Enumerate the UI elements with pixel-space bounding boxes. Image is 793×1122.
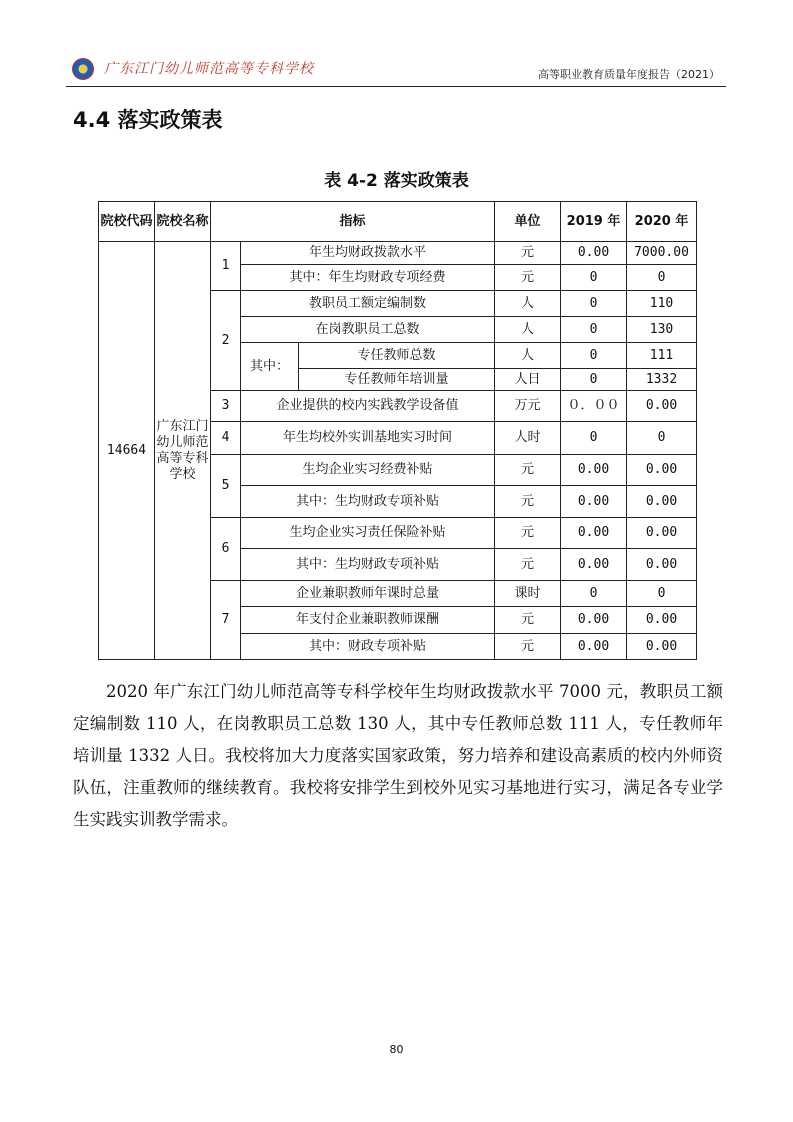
value-2020-cell: 0.00 bbox=[627, 549, 697, 581]
header-indicator: 指标 bbox=[211, 202, 495, 242]
value-2019-cell: 0.00 bbox=[561, 486, 627, 518]
unit-cell: 人时 bbox=[495, 422, 561, 455]
school-logo-icon bbox=[72, 58, 94, 80]
value-2020-cell: 0 bbox=[627, 581, 697, 607]
value-2019-cell: 0.00 bbox=[561, 607, 627, 634]
unit-cell: 元 bbox=[495, 455, 561, 486]
section-title: 4.4 落实政策表 bbox=[73, 108, 223, 132]
value-2019-cell: 0.00 bbox=[561, 518, 627, 549]
group-number-cell: 6 bbox=[211, 518, 241, 581]
value-2020-cell: 1332 bbox=[627, 369, 697, 391]
policy-table-body bbox=[99, 242, 697, 660]
page-header bbox=[66, 52, 726, 87]
unit-cell: 人日 bbox=[495, 369, 561, 391]
page-number: 80 bbox=[389, 1043, 404, 1056]
value-2020-cell: 0.00 bbox=[627, 634, 697, 660]
value-2019-cell: 0 bbox=[561, 265, 627, 291]
indicator-cell: 企业兼职教师年课时总量 bbox=[241, 581, 495, 607]
school-code-cell: 14664 bbox=[99, 242, 155, 660]
group-number-cell: 2 bbox=[211, 291, 241, 391]
value-2019-cell: ０．００ bbox=[561, 391, 627, 422]
unit-cell: 人 bbox=[495, 291, 561, 317]
indicator-cell: 其中：年生均财政专项经费 bbox=[241, 265, 495, 291]
indicator-cell: 其中：生均财政专项补贴 bbox=[241, 486, 495, 518]
unit-cell: 元 bbox=[495, 265, 561, 291]
header-2019: 2019 年 bbox=[561, 202, 627, 242]
school-name-logotype: 广东江门幼儿师范高等专科学校 bbox=[104, 61, 314, 77]
value-2019-cell: 0.00 bbox=[561, 455, 627, 486]
value-2019-cell: 0 bbox=[561, 317, 627, 343]
unit-cell: 元 bbox=[495, 518, 561, 549]
indicator-cell: 在岗教职员工总数 bbox=[241, 317, 495, 343]
unit-cell: 元 bbox=[495, 607, 561, 634]
table-header-row bbox=[99, 202, 697, 242]
value-2020-cell: 111 bbox=[627, 343, 697, 369]
indicator-cell: 年支付企业兼职教师课酬 bbox=[241, 607, 495, 634]
indicator-cell: 年生均校外实训基地实习时间 bbox=[241, 422, 495, 455]
value-2020-cell: 0 bbox=[627, 265, 697, 291]
value-2020-cell: 7000.00 bbox=[627, 242, 697, 265]
unit-cell: 万元 bbox=[495, 391, 561, 422]
value-2019-cell: 0 bbox=[561, 343, 627, 369]
group-number-cell: 4 bbox=[211, 422, 241, 455]
sub-prefix-cell: 其中： bbox=[241, 343, 299, 391]
unit-cell: 课时 bbox=[495, 581, 561, 607]
header-code: 院校代码 bbox=[99, 202, 155, 242]
value-2020-cell: 0.00 bbox=[627, 486, 697, 518]
value-2019-cell: 0.00 bbox=[561, 634, 627, 660]
indicator-cell: 其中：财政专项补贴 bbox=[241, 634, 495, 660]
value-2020-cell: 0.00 bbox=[627, 518, 697, 549]
body-paragraph: 2020 年广东江门幼儿师范高等专科学校年生均财政拨款水平 7000 元，教职员工额定编制数 110 人，在岗教职员工总数 130 人，其中专任教师总数 111 人，专任教师年培训量 1332 人日。我校将加大力度落实国家政策，努力培养和建设高素质的校内外师资队伍，注重教师的继续教育。我校将安排学生到校外见实习基地进行实习，满足各专业学生实践实训教学需求。 bbox=[73, 682, 723, 829]
school-name-cell: 广东江门幼儿师范高等专科学校 bbox=[155, 242, 211, 660]
group-number-cell: 1 bbox=[211, 242, 241, 291]
unit-cell: 元 bbox=[495, 634, 561, 660]
value-2019-cell: 0 bbox=[561, 291, 627, 317]
indicator-cell: 企业提供的校内实践教学设备值 bbox=[241, 391, 495, 422]
unit-cell: 人 bbox=[495, 343, 561, 369]
value-2020-cell: 110 bbox=[627, 291, 697, 317]
table-caption: 表 4-2 落实政策表 bbox=[324, 171, 469, 191]
value-2019-cell: 0.00 bbox=[561, 549, 627, 581]
body-text bbox=[73, 676, 723, 836]
unit-cell: 人 bbox=[495, 317, 561, 343]
value-2020-cell: 0 bbox=[627, 422, 697, 455]
header-name: 院校名称 bbox=[155, 202, 211, 242]
indicator-cell: 年生均财政拨款水平 bbox=[241, 242, 495, 265]
value-2019-cell: 0 bbox=[561, 581, 627, 607]
indicator-cell: 生均企业实习经费补贴 bbox=[241, 455, 495, 486]
policy-table bbox=[98, 201, 697, 660]
header-unit: 单位 bbox=[495, 202, 561, 242]
value-2020-cell: 0.00 bbox=[627, 607, 697, 634]
indicator-cell: 生均企业实习责任保险补贴 bbox=[241, 518, 495, 549]
value-2020-cell: 0.00 bbox=[627, 455, 697, 486]
group-number-cell: 7 bbox=[211, 581, 241, 660]
report-title: 高等职业教育质量年度报告（2021） bbox=[538, 68, 720, 81]
indicator-cell: 专任教师年培训量 bbox=[299, 369, 495, 391]
value-2019-cell: 0.00 bbox=[561, 242, 627, 265]
indicator-cell: 其中：生均财政专项补贴 bbox=[241, 549, 495, 581]
unit-cell: 元 bbox=[495, 486, 561, 518]
value-2020-cell: 130 bbox=[627, 317, 697, 343]
indicator-cell: 专任教师总数 bbox=[299, 343, 495, 369]
value-2019-cell: 0 bbox=[561, 422, 627, 455]
header-2020: 2020 年 bbox=[627, 202, 697, 242]
group-number-cell: 5 bbox=[211, 455, 241, 518]
unit-cell: 元 bbox=[495, 242, 561, 265]
table-row bbox=[99, 242, 697, 265]
value-2019-cell: 0 bbox=[561, 369, 627, 391]
indicator-cell: 教职员工额定编制数 bbox=[241, 291, 495, 317]
value-2020-cell: 0.00 bbox=[627, 391, 697, 422]
group-number-cell: 3 bbox=[211, 391, 241, 422]
unit-cell: 元 bbox=[495, 549, 561, 581]
